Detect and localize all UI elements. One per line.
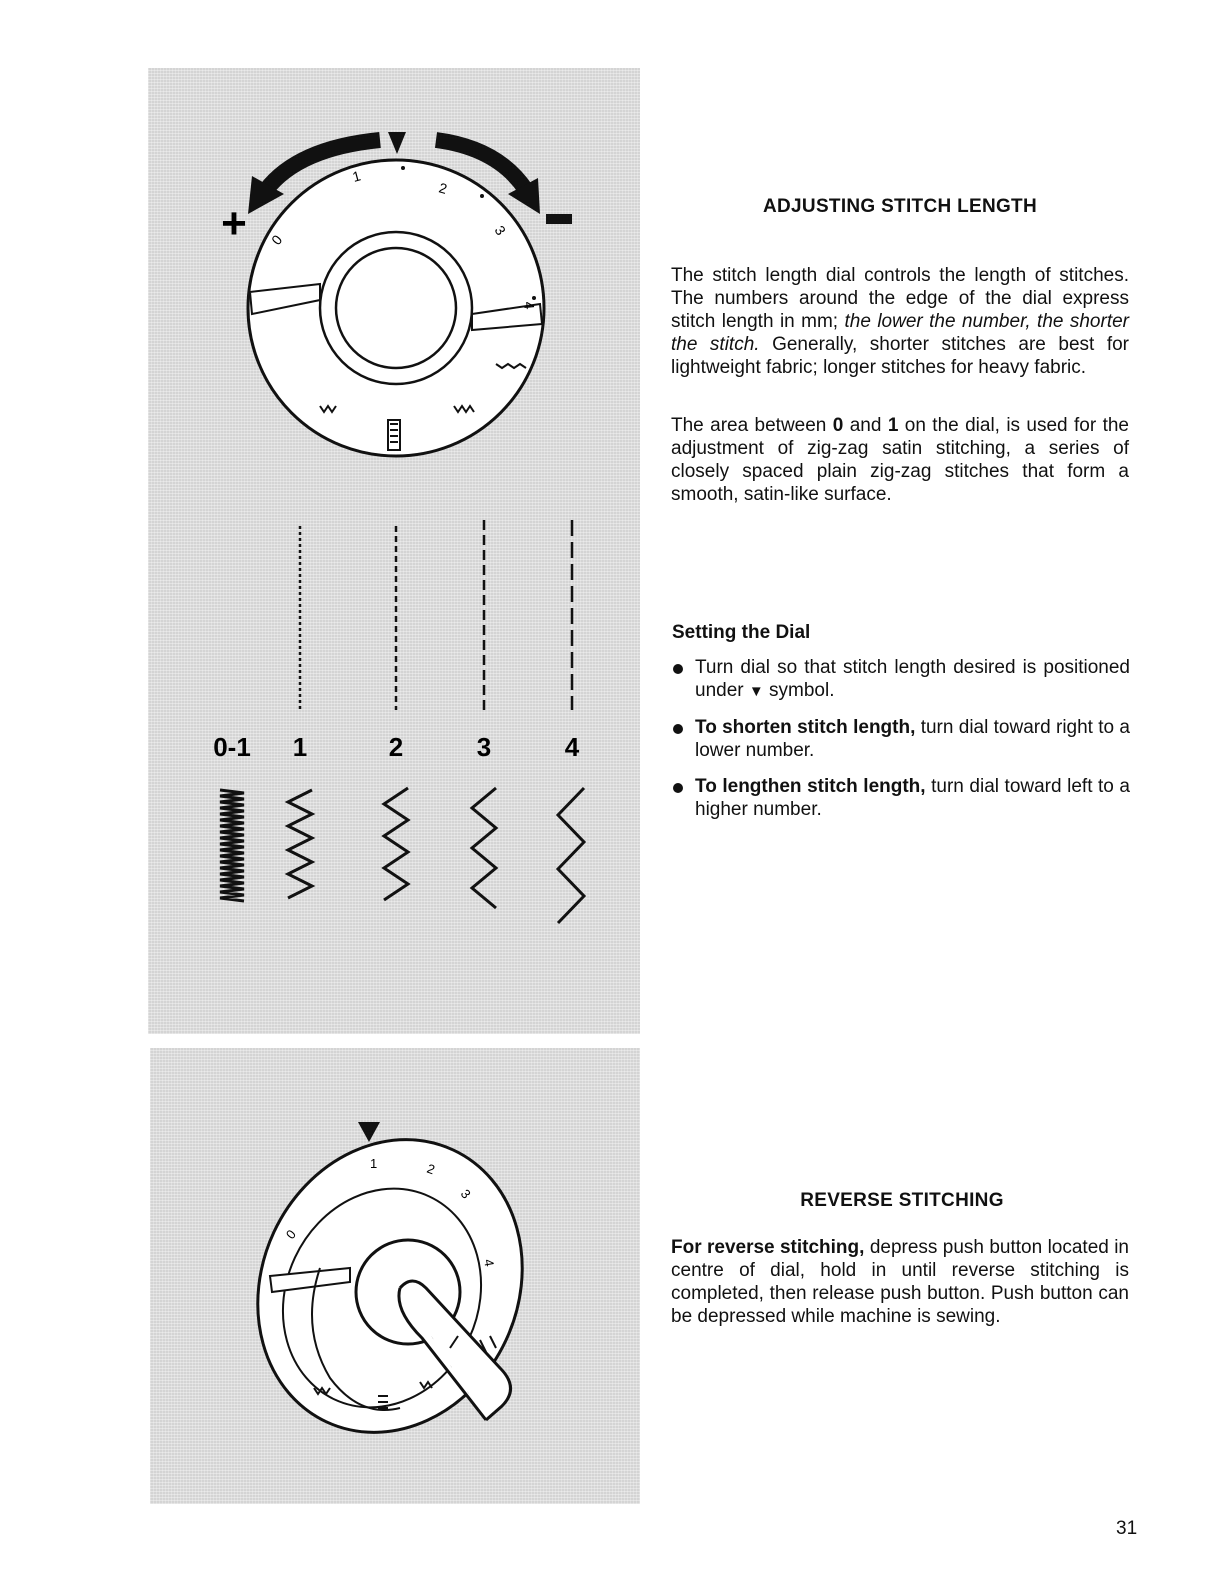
dial-number-1: 1 — [370, 1156, 378, 1171]
minus-sign-icon — [546, 214, 572, 224]
straight-stitch-samples — [300, 520, 572, 710]
setting-instructions-list — [672, 656, 1130, 834]
dial-number-0: 0 — [268, 231, 286, 248]
page-number: 31 — [1116, 1518, 1138, 1539]
stitch-label-0-1: 0-1 — [213, 732, 251, 762]
dial-number-1: 1 — [350, 167, 363, 185]
dial-number-2: 2 — [437, 179, 449, 197]
stitch-label-1: 1 — [292, 732, 308, 762]
stitch-label-4: 4 — [564, 732, 580, 762]
bullet-icon — [673, 664, 683, 674]
section-heading-adjusting-stitch-length: ADJUSTING STITCH LENGTH — [763, 196, 1037, 217]
setting-the-dial-heading: Setting the Dial — [672, 622, 811, 643]
indicator-triangle-icon — [388, 132, 406, 154]
list-item: To shorten stitch length, turn dial toward right to a lower number. — [672, 716, 1130, 762]
dial-number-2: 2 — [424, 1160, 437, 1178]
satin-stitch-paragraph: The area between 0 and 1 on the dial, is used for the adjustment of zig-zag satin stitching, a series of closely spaced plain zig-zag stitches that form a smooth, satin-like surface. — [671, 415, 1129, 505]
dial-number-0: 0 — [282, 1226, 299, 1242]
stitch-length-dial-drawing — [148, 68, 640, 1034]
list-item: To lengthen stitch length, turn dial toward left to a higher number. — [672, 775, 1130, 821]
dial-number-3: 3 — [491, 222, 510, 239]
reverse-stitch-illustration — [150, 1048, 640, 1504]
reverse-stitching-paragraph: For reverse stitching, depress push button located in centre of dial, hold in until reverse stitching is completed, then release push button. Push button can be depressed while machine is sewing. — [671, 1237, 1129, 1327]
bullet-icon — [673, 724, 683, 734]
stitch-label-3: 3 — [476, 732, 492, 762]
section-heading-reverse-stitching: REVERSE STITCHING — [800, 1190, 1004, 1211]
dial-number-3: 3 — [457, 1186, 474, 1202]
stitch-label-2: 2 — [388, 732, 404, 762]
reverse-button-drawing — [150, 1048, 640, 1504]
stitch-length-paragraph: The stitch length dial controls the length of stitches. The numbers around the edge of the dial express stitch length in mm; the lower the number, the shorter the stitch. Generally, shorter stitches are best for lightweight fabric; longer stitches for heavy fabric. — [671, 265, 1129, 378]
dial-number-4: 4 — [521, 300, 538, 311]
stitch-length-illustration — [148, 68, 640, 1034]
dial-number-4: 4 — [481, 1257, 498, 1268]
reverse-push-button — [336, 248, 456, 368]
indicator-triangle-icon — [358, 1122, 380, 1142]
bullet-icon — [673, 783, 683, 793]
zigzag-stitch-samples — [220, 788, 584, 923]
list-item: Turn dial so that stitch length desired is positioned under ▼ symbol. — [672, 656, 1130, 703]
plus-sign: + — [221, 199, 247, 248]
